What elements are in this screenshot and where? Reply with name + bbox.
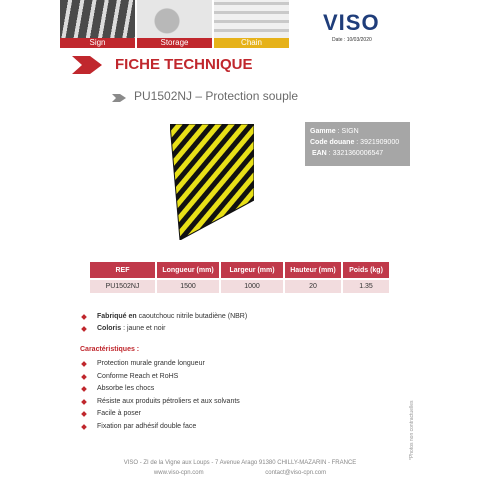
tile-sign bbox=[60, 0, 135, 48]
header-hauteur: Hauteur (mm) bbox=[284, 262, 342, 279]
cell-longueur: 1500 bbox=[156, 279, 220, 293]
footer-address: VISO - ZI de la Vigne aux Loups - 7 Avenue Arago 91380 CHILLY-MAZARIN - FRANCE bbox=[123, 460, 357, 466]
table-header-row bbox=[90, 262, 390, 279]
characteristics-list bbox=[80, 358, 240, 433]
product-image bbox=[170, 124, 254, 240]
characteristics-title: Caractéristiques : bbox=[80, 346, 140, 353]
subtitle-arrow-icon bbox=[112, 94, 126, 102]
table-row bbox=[90, 279, 390, 293]
gamme-label: Gamme bbox=[310, 128, 336, 135]
cell-largeur: 1000 bbox=[220, 279, 284, 293]
header-longueur: Longueur (mm) bbox=[156, 262, 220, 279]
cell-poids: 1.35 bbox=[342, 279, 390, 293]
spec-value: caoutchouc nitrile butadiène (NBR) bbox=[136, 313, 248, 320]
header-poids: Poids (kg) bbox=[342, 262, 390, 279]
list-item: Absorbe les chocs bbox=[80, 383, 240, 396]
viso-logo: VISO bbox=[323, 10, 380, 35]
tile-chain bbox=[214, 0, 289, 48]
gamme-value: : SIGN bbox=[335, 128, 359, 135]
footer-website[interactable]: www.viso-cpn.com bbox=[153, 470, 204, 476]
chain-photo bbox=[214, 0, 289, 38]
photo-disclaimer: *Photos non contractuelles bbox=[409, 400, 415, 460]
ean-value: : 3321360006547 bbox=[326, 150, 384, 157]
douane-label: Code douane bbox=[310, 139, 355, 146]
list-item bbox=[80, 323, 247, 335]
storage-photo bbox=[137, 0, 212, 38]
footer-email[interactable]: contact@viso-cpn.com bbox=[265, 470, 327, 476]
tile-storage bbox=[137, 0, 212, 48]
list-item: Conforme Reach et RoHS bbox=[80, 371, 240, 384]
header-tiles bbox=[60, 0, 290, 48]
list-item: Facile à poser bbox=[80, 408, 240, 421]
page-title: FICHE TECHNIQUE bbox=[115, 56, 253, 73]
tile-sign-label: Sign bbox=[60, 38, 135, 48]
cell-ref: PU1502NJ bbox=[90, 279, 156, 293]
document-date: Date : 10/03/2020 bbox=[332, 37, 372, 43]
spec-label: Fabriqué en bbox=[97, 313, 137, 320]
sign-photo bbox=[60, 0, 135, 38]
cell-hauteur: 20 bbox=[284, 279, 342, 293]
footer bbox=[0, 458, 480, 478]
header-ref: REF bbox=[90, 262, 156, 279]
header-largeur: Largeur (mm) bbox=[220, 262, 284, 279]
product-subtitle: PU1502NJ – Protection souple bbox=[134, 89, 299, 103]
list-item: Résiste aux produits pétroliers et aux solvants bbox=[80, 396, 240, 409]
tile-chain-label: Chain bbox=[214, 38, 289, 48]
specs-list bbox=[80, 311, 247, 335]
product-info-box bbox=[305, 122, 410, 166]
spec-label: Coloris bbox=[97, 325, 122, 332]
spec-value: : jaune et noir bbox=[121, 325, 166, 332]
tile-storage-label: Storage bbox=[137, 38, 212, 48]
list-item bbox=[80, 311, 247, 323]
title-arrow-icon bbox=[72, 56, 102, 74]
dimensions-table bbox=[90, 262, 391, 293]
douane-value: : 3921909000 bbox=[354, 139, 400, 146]
list-item: Fixation par adhésif double face bbox=[80, 421, 240, 434]
list-item: Protection murale grande longueur bbox=[80, 358, 240, 371]
ean-label: EAN bbox=[311, 150, 327, 157]
